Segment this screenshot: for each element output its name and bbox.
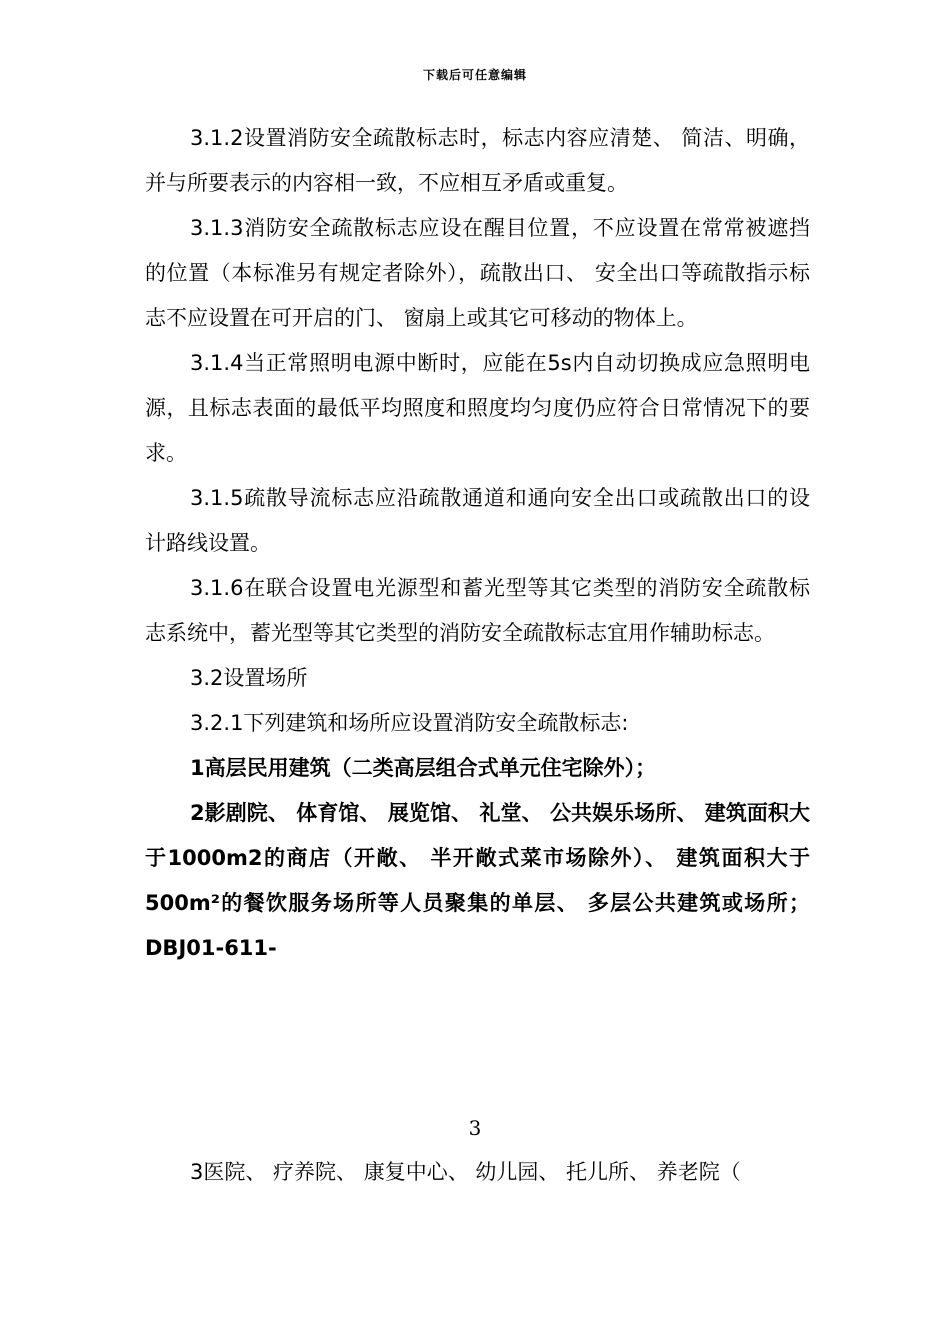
- list-item-2: 2影剧院、 体育馆、 展览馆、 礼堂、 公共娱乐场所、 建筑面积大于1000m2的商店（开敞、 半开敞式菜市场除外）、 建筑面积大于500m²的餐饮服务场所等人员聚集的单层、 多层公共建筑或场所；DBJ01-611-: [145, 801, 810, 960]
- paragraph-3-1-4: 3.1.4当正常照明电源中断时，应能在5s内自动切换成应急照明电源，且标志表面的最低平均照度和照度均匀度仍应符合日常情况下的要求。: [145, 351, 810, 465]
- page-header: 下载后可任意编辑: [422, 68, 527, 82]
- paragraph-3-1-3: 3.1.3消防安全疏散标志应设在醒目位置，不应设置在常常被遮挡的位置（本标准另有规定者除外），疏散出口、 安全出口等疏散指示标志不应设置在可开启的门、 窗扇上或其它可移动的物体上。: [145, 216, 810, 330]
- document-body: [145, 116, 810, 971]
- paragraph-3-1-5: 3.1.5疏散导流标志应沿疏散通道和通向安全出口或疏散出口的设计路线设置。: [145, 486, 810, 555]
- list-item-3: 3医院、 疗养院、 康复中心、 幼儿园、 托儿所、 养老院（: [190, 1160, 741, 1184]
- paragraph-3-2-1: 3.2.1下列建筑和场所应设置消防安全疏散标志:: [190, 711, 629, 735]
- section-heading-3-2: 3.2设置场所: [190, 666, 308, 690]
- paragraph-3-1-2: 3.1.2设置消防安全疏散标志时，标志内容应清楚、 简洁、明确，并与所要表示的内容相一致，不应相互矛盾或重复。: [145, 126, 810, 195]
- page-number: 3: [468, 1116, 482, 1140]
- paragraph-3-1-6: 3.1.6在联合设置电光源型和蓄光型等其它类型的消防安全疏散标志系统中，蓄光型等其它类型的消防安全疏散标志宜用作辅助标志。: [145, 576, 810, 645]
- list-item-1: 1高层民用建筑（二类高层组合式单元住宅除外）；: [190, 756, 657, 780]
- next-page-body: [145, 1150, 810, 1195]
